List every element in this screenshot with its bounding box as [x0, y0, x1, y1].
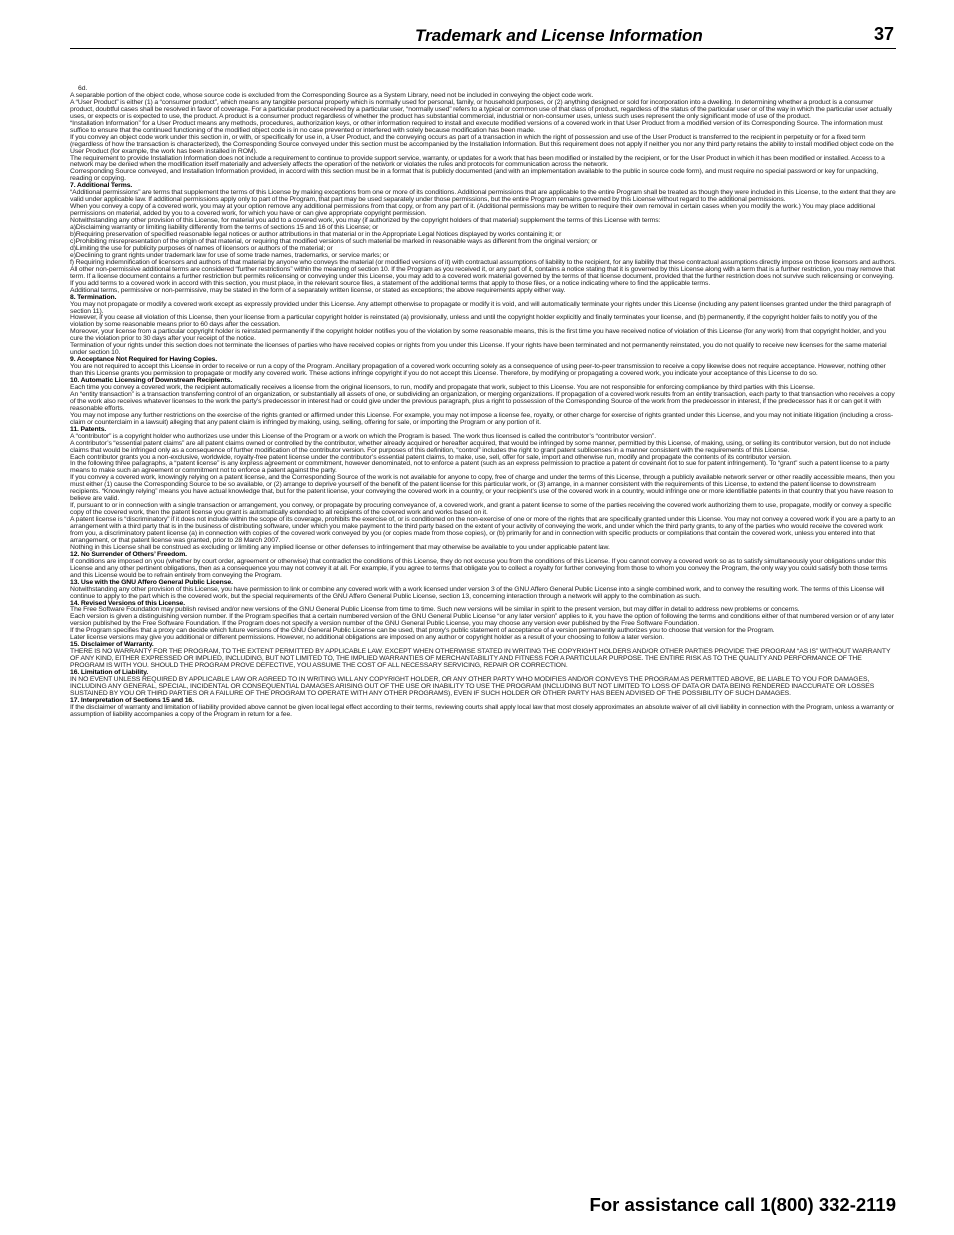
- license-paragraph: You are not required to accept this License in order to receive or run a copy of the Program. Ancillary propagation of a covered work occurring solely as a consequence of using peer-to-peer transmission to receive a copy likewise does not require acceptance. However, nothing other than this License grants you permission to propagate or modify any covered work. These actions infringe copyright if you do not accept this License. Therefore, by modifying or propagating a covered work, you indicate your acceptance of this License to do so.: [70, 363, 886, 378]
- license-paragraph: THERE IS NO WARRANTY FOR THE PROGRAM, TO THE EXTENT PERMITTED BY APPLICABLE LAW. EXCEPT WHEN OTHERWISE STATED IN WRITING THE COPYRIGHT HOLDERS AND/OR OTHER PARTIES PROVIDE THE PROGRAM “AS IS” WITHOUT WARRANTY OF ANY KIND, EITHER EXPRESSED OR IMPLIED, INCLUDING, BUT NOT LIMITED TO, THE IMPLIED WARRANTIES OF MERCHANTABILITY AND FITNESS FOR A PARTICULAR PURPOSE. THE ENTIRE RISK AS TO THE QUALITY AND PERFORMANCE OF THE PROGRAM IS WITH YOU. SHOULD THE PROGRAM PROVE DEFECTIVE, YOU ASSUME THE COST OF ALL NECESSARY SERVICING, REPAIR OR CORRECTION.: [70, 648, 891, 670]
- license-paragraph: Notwithstanding any other provision of this License, you have permission to link or combine any covered work with a work licensed under version 3 of the GNU Affero General Public License into a single combined work, and to convey the resulting work. The terms of this License will continue to apply to the part which is the covered work, but the special requirements of the GNU Affero General Public License, section 13, concerning interaction through a network will apply to the combination as such.: [70, 585, 885, 600]
- section-heading: 13. Use with the GNU Affero General Public License.: [70, 578, 233, 586]
- header-title: Trademark and License Information: [415, 26, 703, 45]
- license-paragraph: Termination of your rights under this section does not terminate the licenses of parties who have received copies or rights from you under this License. If your rights have been terminated and not permanently reinstated, you do not qualify to receive new licenses for the same material under section 10.: [70, 342, 887, 357]
- license-paragraph: A “contributor” is a copyright holder who authorizes use under this License of the Program or a work on which the Program is based. The work thus licensed is called the contributor’s “contributor version”.: [70, 432, 657, 440]
- license-paragraph: “Additional permissions” are terms that supplement the terms of this License by making exceptions from one or more of its conditions. Additional permissions that are applicable to the entire Program shall be treated as though they were included in this License, to the extent that they are valid under applicable law. If additional permissions apply only to part of the Program, that part may be used separately under those permissions, but the entire Program remains governed by this License without regard to the additional permissions.: [70, 189, 896, 204]
- license-paragraph: If, pursuant to or in connection with a single transaction or arrangement, you convey, or propagate by procuring conveyance of, a covered work, and grant a patent license to some of the parties receiving the covered work authorizing them to use, propagate, modify or convey a specific copy of the covered work, then the patent license you grant is automatically extended to all recipients of the covered work and works based on it.: [70, 502, 892, 517]
- license-paragraph: The Free Software Foundation may publish revised and/or new versions of the GNU General Public License from time to time. Such new versions will be similar in spirit to the present version, but may differ in detail to address new problems or concerns.: [70, 606, 800, 614]
- license-paragraph: If the disclaimer of warranty and limitation of liability provided above cannot be given local legal effect according to their terms, reviewing courts shall apply local law that most closely approximates an absolute waiver of all civil liability in connection with the Program, unless a warranty or assumption of liability accompanies a copy of the Program in return for a fee.: [70, 703, 895, 718]
- section-heading: 11. Patents.: [70, 425, 107, 433]
- license-paragraph: An “entity transaction” is a transaction transferring control of an organization, or substantially all assets of one, or subdividing an organization, or merging organizations. If propagation of a covered work results from an entity transaction, each party to that transaction who receives a copy of the work also receives whatever licenses to the work the party’s predecessor in interest had or could give under the previous paragraph, plus a right to possession of the Corresponding Source of the work from the predecessor in interest, if the predecessor has it or can get it with reasonable efforts.: [70, 390, 895, 412]
- license-paragraph: Additional terms, permissive or non-permissive, may be stated in the form of a separately written license, or stated as exceptions; the above requirements apply either way.: [70, 286, 566, 294]
- license-paragraph: If the Program specifies that a proxy can decide which future versions of the GNU General Public License can be used, that proxy’s public statement of acceptance of a version permanently authorizes you to choose that version for the Program.: [70, 627, 775, 635]
- license-paragraph: A “User Product” is either (1) a “consumer product”, which means any tangible personal property which is normally used for personal, family, or household purposes, or (2) anything designed or sold for incorporation into a dwelling. In determining whether a product is a consumer product, doubtful cases shall be resolved in favor of coverage. For a particular product received by a particular user, “normally used” refers to a typical or common use of that class of product, regardless of the status of the particular user or of the way in which the particular user actually uses, or expects or is expected to use, the product. A product is a consumer product regardless of whether the product has substantial commercial, industrial or non-consumer uses, unless such uses represent the only significant mode of use of the product.: [70, 98, 893, 120]
- section-heading: 14. Revised Versions of this License.: [70, 599, 186, 607]
- license-paragraph: A contributor’s “essential patent claims” are all patent claims owned or controlled by the contributor, whether already acquired or hereafter acquired, that would be infringed by some manner, permitted by this License, of making, using, or selling its contributor version, but do not include claims that would be infringed only as a consequence of further modification of the contributor version. For purposes of this definition, “control” includes the right to grant patent sublicenses in a manner consistent with the requirements of this License.: [70, 439, 891, 454]
- section-heading: 15. Disclaimer of Warranty.: [70, 641, 154, 649]
- license-paragraph: You may not propagate or modify a covered work except as expressly provided under this License. Any attempt otherwise to propagate or modify it is void, and will automatically terminate your rights under this License (including any patent licenses granted under the third paragraph of section 11).: [70, 300, 891, 315]
- license-paragraph: “Installation Information” for a User Product means any methods, procedures, authorization keys, or other information required to install and execute modified versions of a covered work in that User Product from a modified version of its Corresponding Source. The information must suffice to ensure that the continued functioning of the modified object code is in no case prevented or interfered with solely because modification has been made.: [70, 119, 883, 134]
- license-paragraph: Later license versions may give you additional or different permissions. However, no additional obligations are imposed on any author or copyright holder as a result of your choosing to follow a later version.: [70, 634, 665, 642]
- license-paragraph: e)Declining to grant rights under trademark law for use of some trade names, trademarks, or service marks; or: [70, 251, 389, 259]
- license-paragraph: You may not impose any further restrictions on the exercise of the rights granted or affirmed under this License. For example, you may not impose a license fee, royalty, or other charge for exercise of rights granted under this License, and you may not initiate litigation (including a cross-claim or counterclaim in a lawsuit) alleging that any patent claim is infringed by making, using, selling, offering for sale, or importing the Program or any portion of it.: [70, 411, 894, 426]
- license-paragraph: All other non-permissive additional terms are considered “further restrictions” within the meaning of section 10. If the Program as you received it, or any part of it, contains a notice stating that it is governed by this License along with a term that is a further restriction, you may remove that term. If a license document contains a further restriction but permits relicensing or conveying under this License, you may add to a covered work material governed by the terms of that license document, provided that the further restriction does not survive such relicensing or conveying.: [70, 265, 895, 280]
- license-paragraph: In the following three paragraphs, a “patent license” is any express agreement or commitment, however denominated, not to enforce a patent (such as an express permission to practice a patent or covenant not to sue for patent infringement). To “grant” such a patent license to a party means to make such an agreement or commitment not to enforce a patent against the party.: [70, 460, 890, 475]
- license-paragraph: When you convey a copy of a covered work, you may at your option remove any additional permissions from that copy, or from any part of it. (Additional permissions may be written to require their own removal in certain cases when you modify the work.) You may place additional permissions on material, added by you to a covered work, for which you have or can give appropriate copyright permission.: [70, 203, 876, 218]
- license-paragraph: If you convey an object code work under this section in, or with, or specifically for use in, a User Product, and the conveying occurs as part of a transaction in which the right of possession and use of the User Product is transferred to the recipient in perpetuity or for a fixed term (regardless of how the transaction is characterized), the Corresponding Source conveyed under this section must be accompanied by the Installation Information. But this requirement does not apply if neither you nor any third party retains the ability to install modified object code on the User Product (for example, the work has been installed in ROM).: [70, 133, 894, 155]
- section-heading: 7. Additional Terms.: [70, 182, 133, 190]
- license-paragraph: d)Limiting the use for publicity purposes of names of licensors or authors of the material; or: [70, 244, 333, 252]
- license-paragraph: Notwithstanding any other provision of this License, for material you add to a covered work, you may (if authorized by the copyright holders of that material) supplement the terms of this License with terms:: [70, 217, 661, 225]
- license-paragraph: a)Disclaiming warranty or limiting liability differently from the terms of sections 15 and 16 of this License; or: [70, 224, 379, 232]
- license-paragraph: Moreover, your license from a particular copyright holder is reinstated permanently if the copyright holder notifies you of the violation by some reasonable means, this is the first time you have received notice of violation of this License (for any work) from that copyright holder, and you cure the violation prior to 30 days after your receipt of the notice.: [70, 328, 887, 343]
- license-paragraph: Each version is given a distinguishing version number. If the Program specifies that a certain numbered version of the GNU General Public License “or any later version” applies to it, you have the option of following the terms and conditions either of that numbered version or of any later version published by the Free Software Foundation. If the Program does not specify a version number of the GNU General Public License, you may choose any version ever published by the Free Software Foundation.: [70, 613, 894, 628]
- page-header: [70, 24, 896, 49]
- page-number: 37: [873, 24, 894, 44]
- section-heading: 8. Termination.: [70, 293, 117, 301]
- license-paragraph: If you convey a covered work, knowingly relying on a patent license, and the Corresponding Source of the work is not available for anyone to copy, free of charge and under the terms of this License, through a publicly available network server or other readily accessible means, then you must either (1) cause the Corresponding Source to be so available, or (2) arrange to deprive yourself of the benefit of the patent license for this particular work, or (3) arrange, in a manner consistent with the requirements of this License, to extend the patent license to downstream recipients. “Knowingly relying” means you have actual knowledge that, but for the patent license, your conveying the covered work in a country, or your recipient’s use of the covered work in a country, would infringe one or more identifiable patents in that country that you have reason to believe are valid.: [70, 474, 895, 503]
- section-heading: 9. Acceptance Not Required for Having Copies.: [70, 356, 218, 364]
- license-paragraph: A patent license is “discriminatory” if it does not include within the scope of its coverage, prohibits the exercise of, or is conditioned on the non-exercise of one or more of the rights that are specifically granted under this License. You may not convey a covered work if you are a party to an arrangement with a third party that is in the business of distributing software, under which you make payment to the third party based on the extent of your activity of conveying the work, and under which the third party grants, to any of the parties who would receive the covered work from you, a discriminatory patent license (a) in connection with copies of the covered work conveyed by you (or copies made from those copies), or (b) primarily for and in connection with specific products or compilations that contain the covered work, unless you entered into that arrangement, or that patent license was granted, prior to 28 March 2007.: [70, 516, 896, 544]
- license-paragraph: Nothing in this License shall be construed as excluding or limiting any implied license or other defenses to infringement that may otherwise be available to you under applicable patent law.: [70, 543, 610, 551]
- section-heading: 17. Interpretation of Sections 15 and 16.: [70, 696, 194, 704]
- license-paragraph: c)Prohibiting misrepresentation of the origin of that material, or requiring that modified versions of such material be marked in reasonable ways as different from the original version; or: [70, 237, 598, 245]
- license-paragraph: Corresponding Source conveyed, and Installation Information provided, in accord with this section must be in a format that is publicly documented (and with an implementation available to the public in source code form), and must require no special password or key for unpacking, reading or copying.: [70, 168, 879, 183]
- section-heading: 12. No Surrender of Others’ Freedom.: [70, 550, 187, 558]
- license-paragraph: IN NO EVENT UNLESS REQUIRED BY APPLICABLE LAW OR AGREED TO IN WRITING WILL ANY COPYRIGHT HOLDER, OR ANY OTHER PARTY WHO MODIFIES AND/OR CONVEYS THE PROGRAM AS PERMITTED ABOVE, BE LIABLE TO YOU FOR DAMAGES, INCLUDING ANY GENERAL, SPECIAL, INCIDENTAL OR CONSEQUENTIAL DAMAGES ARISING OUT OF THE USE OR INABILITY TO USE THE PROGRAM (INCLUDING BUT NOT LIMITED TO LOSS OF DATA OR DATA BEING RENDERED INACCURATE OR LOSSES SUSTAINED BY YOU OR THIRD PARTIES OR A FAILURE OF THE PROGRAM TO OPERATE WITH ANY OTHER PROGRAMS), EVEN IF SUCH HOLDER OR OTHER PARTY HAS BEEN ADVISED OF THE POSSIBILITY OF SUCH DAMAGES.: [70, 676, 875, 697]
- section-label: 6d.: [78, 85, 88, 92]
- assistance-footer: For assistance call 1(800) 332-2119: [589, 1194, 896, 1215]
- license-paragraph: However, if you cease all violation of this License, then your license from a particular copyright holder is reinstated (a) provisionally, unless and until the copyright holder explicitly and finally terminates your license, and (b) permanently, if the copyright holder fails to notify you of the violation by some reasonable means prior to 60 days after the cessation.: [70, 314, 878, 329]
- license-paragraph: If conditions are imposed on you (whether by court order, agreement or otherwise) that contradict the conditions of this License, they do not excuse you from the conditions of this License. If you cannot convey a covered work so as to satisfy simultaneously your obligations under this License and any other pertinent obligations, then as a consequence you may not convey it at all. For example, if you agree to terms that obligate you to collect a royalty for further conveying from those to whom you convey the Program, the only way you could satisfy both those terms and this License would be to refrain entirely from conveying the Program.: [70, 557, 888, 579]
- license-paragraph: Each time you convey a covered work, the recipient automatically receives a license from the original licensors, to run, modify and propagate that work, subject to this License. You are not responsible for enforcing compliance by third parties with this License.: [70, 383, 815, 391]
- license-paragraph: If you add terms to a covered work in accord with this section, you must place, in the relevant source files, a statement of the additional terms that apply to those files, or a notice indicating where to find the applicable terms.: [70, 279, 711, 287]
- license-paragraph: b)Requiring preservation of specified reasonable legal notices or author attributions in that material or in the Appropriate Legal Notices displayed by works containing it; or: [70, 231, 562, 239]
- license-paragraph: A separable portion of the object code, whose source code is excluded from the Corresponding Source as a System Library, need not be included in conveying the object code work.: [70, 91, 594, 99]
- section-heading: 16. Limitation of Liability.: [70, 669, 149, 677]
- license-paragraph: The requirement to provide Installation Information does not include a requirement to continue to provide support service, warranty, or updates for a work that has been modified or installed by the recipient, or for the User Product in which it has been modified or installed. Access to a network may be denied when the modification itself materially and adversely affects the operation of the network or violates the rules and protocols for communication across the network.: [70, 154, 885, 169]
- license-text-body: [70, 86, 896, 719]
- license-paragraph: f) Requiring indemnification of licensors and authors of that material by anyone who conveys the material (or modified versions of it) with contractual assumptions of liability to the recipient, for any liability that these contractual assumptions directly impose on those licensors and authors.: [70, 258, 896, 266]
- license-paragraph: Each contributor grants you a non-exclusive, worldwide, royalty-free patent license under the contributor’s essential patent claims, to make, use, sell, offer for sale, import and otherwise run, modify and propagate the contents of its contributor version.: [70, 453, 792, 461]
- section-heading: 10. Automatic Licensing of Downstream Recipients.: [70, 377, 233, 385]
